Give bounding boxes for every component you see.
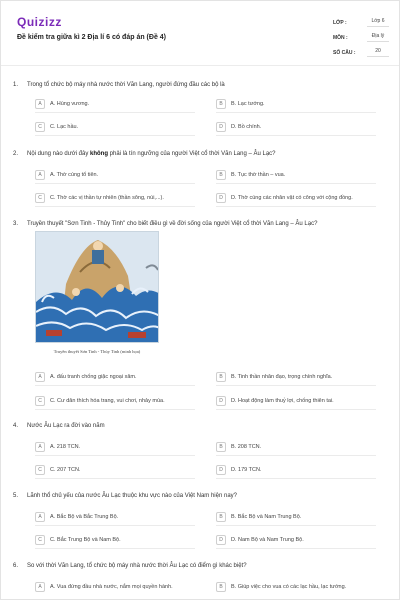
question-text: Trong tổ chức bộ máy nhà nước thời Văn Lang, người đứng đầu các bộ là	[27, 82, 225, 88]
option-text: A. 218 TCN.	[50, 444, 81, 450]
option-marker: B	[216, 170, 226, 180]
option-3a[interactable]	[35, 372, 137, 382]
option-marker: B	[216, 582, 226, 592]
option-marker: A	[35, 372, 45, 382]
question-text: Nước Âu Lạc ra đời vào năm	[27, 423, 105, 429]
option-1c[interactable]	[35, 122, 78, 132]
option-5c[interactable]	[35, 535, 121, 545]
option-marker: A	[35, 582, 45, 592]
option-2d[interactable]	[216, 193, 353, 203]
option-marker: B	[216, 442, 226, 452]
option-2b[interactable]	[216, 170, 285, 180]
question-text: Nội dung nào dưới đây không phải là tín ngưỡng của người Việt cổ thời Văn Lang – Âu Lạc?	[27, 151, 276, 157]
option-text: A. đấu tranh chống giặc ngoại xâm.	[50, 374, 137, 380]
option-text: D. 179 TCN.	[231, 467, 262, 473]
meta-row-subject	[333, 30, 389, 45]
option-text: A. Thờ cúng tổ tiên.	[50, 172, 99, 178]
question-6	[13, 562, 391, 571]
option-marker: C	[35, 465, 45, 475]
option-marker: B	[216, 99, 226, 109]
option-4d[interactable]	[216, 465, 261, 475]
question-number: 2.	[13, 151, 19, 157]
option-3b[interactable]	[216, 372, 332, 382]
option-marker: A	[35, 442, 45, 452]
header-divider	[1, 65, 400, 66]
quizizz-logo: Quizizz	[17, 15, 62, 29]
option-marker: D	[216, 122, 226, 132]
option-3c[interactable]	[35, 396, 165, 406]
option-3d[interactable]	[216, 396, 334, 406]
option-marker: A	[35, 99, 45, 109]
option-1a[interactable]	[35, 99, 89, 109]
option-text: C. Bắc Trung Bộ và Nam Bộ.	[50, 537, 121, 543]
option-marker: D	[216, 193, 226, 203]
option-marker: C	[35, 535, 45, 545]
option-text: B. Tục thờ thần – vua.	[231, 172, 286, 178]
meta-label: MÔN :	[333, 34, 348, 41]
option-text: D. Bồ chính.	[231, 124, 262, 130]
option-5b[interactable]	[216, 512, 301, 522]
option-text: B. Lạc tướng.	[231, 101, 265, 107]
option-4c[interactable]	[35, 465, 80, 475]
option-4b[interactable]	[216, 442, 261, 452]
option-5a[interactable]	[35, 512, 118, 522]
illustration-caption: Truyền thuyết Sơn Tinh - Thủy Tinh (minh họa)	[53, 349, 141, 354]
option-6b[interactable]	[216, 582, 346, 592]
option-marker: C	[35, 122, 45, 132]
question-number: 4.	[13, 423, 19, 429]
option-marker: A	[35, 512, 45, 522]
question-number: 1.	[13, 82, 19, 88]
option-1b[interactable]	[216, 99, 265, 109]
question-text: So với thời Văn Lang, tổ chức bộ máy nhà nước thời Âu Lạc có điểm gì khác biệt?	[27, 563, 247, 569]
option-marker: A	[35, 170, 45, 180]
illustration-art	[36, 232, 159, 343]
meta-label: LỚP :	[333, 19, 347, 26]
option-text: B. Giúp việc cho vua có các lạc hầu, lạc tướng.	[231, 584, 347, 590]
option-1d[interactable]	[216, 122, 261, 132]
question-number: 6.	[13, 563, 19, 569]
option-4a[interactable]	[35, 442, 80, 452]
option-marker: D	[216, 535, 226, 545]
meta-value: 20	[367, 48, 389, 57]
emphasis-text: không	[90, 151, 108, 157]
option-text: C. 207 TCN.	[50, 467, 81, 473]
question-1	[13, 81, 391, 90]
meta-panel	[333, 15, 389, 60]
option-text: D. Thờ cúng các nhân vật có công với cộng đồng.	[231, 195, 353, 201]
option-text: A. Hùng vương.	[50, 101, 90, 107]
meta-row-count	[333, 45, 389, 60]
question-text: Lãnh thổ chủ yếu của nước Âu Lạc thuộc khu vực nào của Việt Nam hiện nay?	[27, 493, 237, 499]
question-3	[13, 220, 391, 229]
option-text: A. Bắc Bộ và Bắc Trung Bộ.	[50, 514, 119, 520]
page-title: Đề kiểm tra giữa kì 2 Địa lí 6 có đáp án (Đề 4)	[17, 34, 167, 41]
option-5d[interactable]	[216, 535, 304, 545]
option-6a[interactable]	[35, 582, 173, 592]
question-number: 3.	[13, 221, 19, 227]
question-number: 5.	[13, 493, 19, 499]
question-text: Truyền thuyết "Sơn Tinh - Thủy Tinh" cho biết điều gì về đời sống của người Việt cổ thời Văn Lang – Âu Lạc?	[27, 221, 318, 227]
option-2a[interactable]	[35, 170, 98, 180]
option-marker: B	[216, 372, 226, 382]
son-tinh-thuy-tinh-illustration	[35, 231, 159, 343]
meta-value: Lớp 6	[367, 18, 389, 27]
option-text: C. Cư dân thích hóa trang, vui chơi, nhảy múa.	[50, 398, 165, 404]
option-marker: D	[216, 396, 226, 406]
option-text: B. 208 TCN.	[231, 444, 262, 450]
option-text: C. Lạc hầu.	[50, 124, 79, 130]
option-marker: B	[216, 512, 226, 522]
option-text: C. Thờ các vị thần tự nhiên (thần sông, núi,...).	[50, 195, 164, 201]
question-2	[13, 150, 391, 159]
question-5	[13, 492, 391, 501]
option-text: B. Tinh thần nhân đạo, trọng chính nghĩa.	[231, 374, 333, 380]
option-marker: D	[216, 465, 226, 475]
meta-value: Địa lý	[367, 33, 389, 42]
option-text: A. Vua đứng đầu nhà nước, nắm mọi quyền hành.	[50, 584, 173, 590]
meta-label: SỐ CÂU :	[333, 49, 356, 56]
option-marker: C	[35, 396, 45, 406]
option-2c[interactable]	[35, 193, 164, 203]
option-text: B. Bắc Bộ và Nam Trung Bộ.	[231, 514, 302, 520]
meta-row-class	[333, 15, 389, 30]
option-marker: C	[35, 193, 45, 203]
option-text: D. Nam Bộ và Nam Trung Bộ.	[231, 537, 304, 543]
option-text: D. Hoạt động làm thuỷ lợi, chống thiên tai.	[231, 398, 334, 404]
question-4	[13, 422, 391, 431]
